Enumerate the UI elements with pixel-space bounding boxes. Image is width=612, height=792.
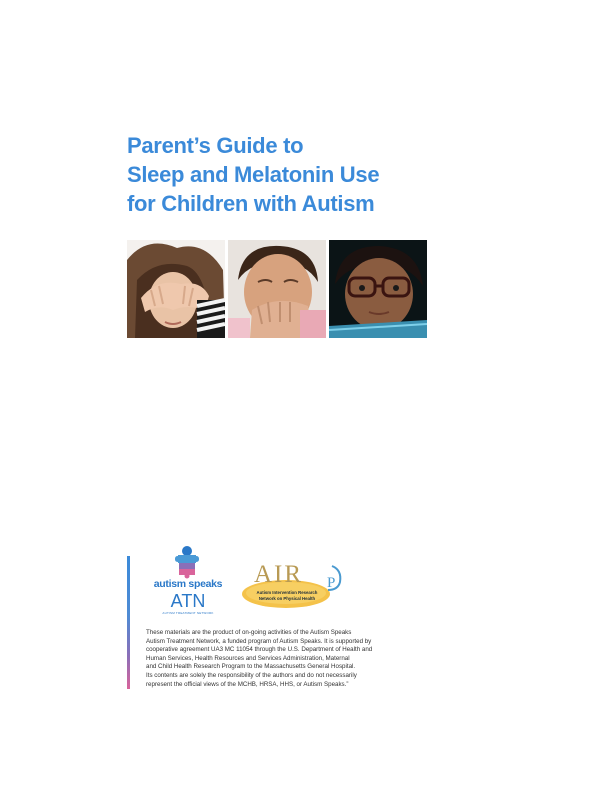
autism-speaks-wordmark: autism speaks (153, 578, 223, 590)
air-caption-line-1: Autism Intervention Research (256, 590, 318, 595)
funding-disclaimer (146, 629, 436, 689)
disclaimer-line-4: Human Services, Health Resources and Services Administration, Maternal (146, 654, 350, 662)
gradient-accent-bar (127, 556, 130, 689)
air-logo-caption (249, 590, 325, 601)
disclaimer-line-3: cooperative agreement UA3 MC 11054 through the U.S. Department of Health and (146, 646, 373, 654)
disclaimer-line-6: Its contents are solely the responsibility of the authors and do not necessarily (146, 671, 357, 679)
air-logo-letters: AIR (254, 561, 304, 588)
disclaimer-line-1: These materials are the product of on-going activities of the Autism Speaks (146, 629, 352, 636)
atn-logo-text: ATN (170, 591, 206, 611)
child-with-glasses-screen-photo (329, 240, 427, 338)
title-line-3: for Children with Autism (127, 191, 375, 216)
document-title (127, 131, 467, 218)
disclaimer-line-5: and Child Health Research Program to the Massachusetts General Hospital. (146, 663, 356, 671)
title-line-2: Sleep and Melatonin Use (127, 162, 380, 187)
air-logo-p: P (327, 575, 336, 591)
child-yawning-photo (228, 240, 326, 338)
disclaimer-line-7: represent the official views of the MCHB, HRSA, HHS, or Autism Speaks.” (146, 680, 349, 688)
child-covering-eyes-photo (127, 240, 225, 338)
title-line-1: Parent’s Guide to (127, 133, 304, 158)
disclaimer-line-2: Autism Treatment Network, a funded program of Autism Speaks. It is supported by (146, 637, 372, 645)
air-caption-line-2: Network on Physical Health (258, 595, 316, 601)
atn-subtitle: AUTISM TREATMENT NETWORK (162, 611, 214, 615)
